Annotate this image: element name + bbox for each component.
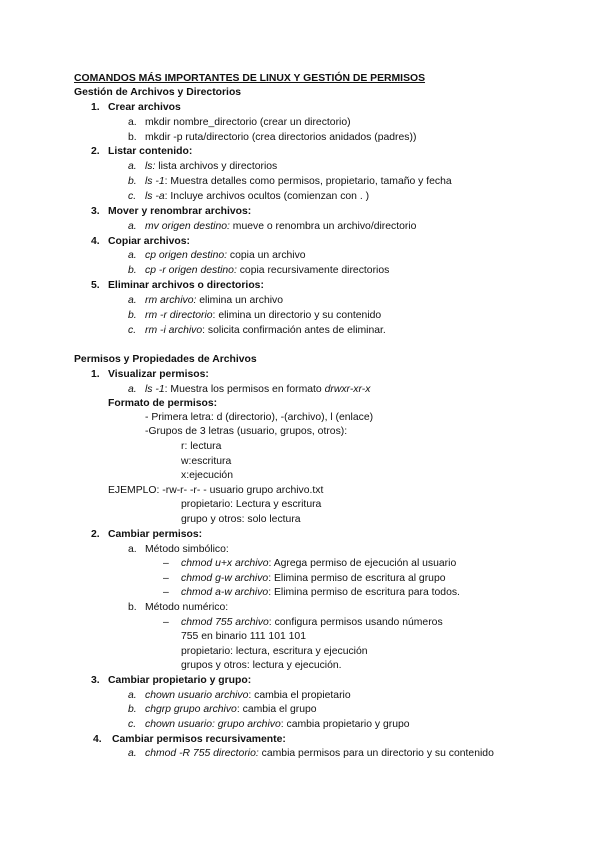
item-heading [91, 674, 252, 687]
description: elimina un archivo [199, 295, 284, 306]
description: : elimina un directorio y su contenido [212, 310, 382, 321]
bullet-dash: – [163, 573, 169, 584]
sub-text [181, 586, 460, 599]
sub-text [145, 175, 452, 188]
item-label: Cambiar permisos recursivamente: [112, 734, 286, 745]
item-label: Crear archivos [108, 102, 181, 113]
command: rm archivo: [145, 295, 197, 306]
sub-text [181, 557, 456, 570]
format-heading: Formato de permisos: [108, 398, 218, 409]
method-label: Método simbólico: [145, 544, 229, 555]
sub-letter: b. [128, 602, 137, 613]
description: copia un archivo [229, 250, 306, 261]
format-line: -Grupos de 3 letras (usuario, grupos, otros): [145, 426, 348, 437]
format-line: - Primera letra: d (directorio), -(archivo), l (enlace) [145, 412, 374, 423]
example-detail: grupo y otros: solo lectura [181, 514, 301, 525]
sub-text [145, 703, 317, 716]
example-label: EJEMPLO: [108, 485, 160, 496]
description: mueve o renombra un archivo/directorio [232, 221, 417, 232]
command: ls -a [145, 191, 165, 202]
command: chown usuario archivo [145, 690, 249, 701]
sub-text [145, 383, 370, 396]
sub-letter: c. [128, 719, 137, 730]
item-label: Copiar archivos: [108, 236, 190, 247]
command: ls -1 [145, 384, 165, 395]
command: chmod -R 755 directorio: [145, 748, 259, 759]
command: cp -r origen destino: [145, 265, 237, 276]
section-heading-archivos: Gestión de Archivos y Directorios [74, 87, 242, 98]
permission-format: drwxr-xr-x [324, 384, 371, 395]
command: rm -r directorio [145, 310, 213, 321]
item-number: 2. [91, 146, 100, 157]
item-label: Cambiar propietario y grupo: [108, 675, 252, 686]
sub-letter: b. [128, 704, 137, 715]
sub-letter: b. [128, 310, 137, 321]
description: : cambia el grupo [236, 704, 317, 715]
description: copia recursivamente directorios [239, 265, 390, 276]
item-heading [91, 205, 252, 218]
command: ls -1 [145, 176, 165, 187]
item-number: 1. [91, 102, 100, 113]
perm-letter: x:ejecución [181, 470, 233, 481]
sub-letter: c. [128, 191, 137, 202]
sub-letter: c. [128, 325, 137, 336]
bullet-dash: – [163, 587, 169, 598]
section-heading-permisos: Permisos y Propiedades de Archivos [74, 354, 257, 365]
item-label: Cambiar permisos: [108, 529, 203, 540]
item-label: Mover y renombrar archivos: [108, 206, 252, 217]
item-heading [91, 528, 203, 541]
item-number: 3. [91, 206, 100, 217]
description: : Muestra los permisos en formato [164, 384, 322, 395]
item-heading [91, 101, 181, 114]
item-label: Listar contenido: [108, 146, 193, 157]
sub-text [181, 616, 443, 629]
sub-text [181, 572, 446, 585]
sub-text [145, 220, 416, 233]
description: : Agrega permiso de ejecución al usuario [268, 558, 457, 569]
bullet-dash: – [163, 617, 169, 628]
item-number: 2. [91, 529, 100, 540]
numeric-detail: grupos y otros: lectura y ejecución. [181, 660, 342, 671]
sub-text [145, 294, 283, 307]
sub-letter: a. [128, 544, 137, 555]
command: cp origen destino: [145, 250, 228, 261]
sub-text [145, 160, 277, 173]
command: chmod g-w archivo [181, 573, 269, 584]
numeric-detail: propietario: lectura, escritura y ejecución [181, 646, 368, 657]
command: chown usuario: grupo archivo [145, 719, 281, 730]
command: mv origen destino: [145, 221, 230, 232]
sub-text [145, 324, 386, 337]
numeric-detail: 755 en binario 111 101 101 [181, 631, 306, 642]
sub-text: mkdir nombre_directorio (crear un directorio) [145, 117, 351, 128]
sub-text [145, 718, 410, 731]
sub-text [145, 249, 306, 262]
sub-text [145, 747, 494, 760]
command: chmod a-w archivo [181, 587, 269, 598]
description: : Incluye archivos ocultos (comienzan con . ) [164, 191, 370, 202]
perm-letter: w:escritura [181, 456, 232, 467]
item-number: 1. [91, 369, 100, 380]
example-line [108, 484, 323, 497]
item-number: 5. [91, 280, 100, 291]
example-detail: propietario: Lectura y escritura [181, 499, 322, 510]
sub-text [145, 689, 351, 702]
item-heading [91, 368, 209, 381]
command: rm -i archivo [145, 325, 203, 336]
sub-text [145, 190, 369, 203]
description: lista archivos y directorios [158, 161, 278, 172]
command: chmod 755 archivo [181, 617, 269, 628]
sub-letter: a. [128, 748, 137, 759]
method-label: Método numérico: [145, 602, 229, 613]
description: : solicita confirmación antes de eliminar. [202, 325, 386, 336]
sub-letter: a. [128, 690, 137, 701]
description: : configura permisos usando números [268, 617, 443, 628]
command: chmod u+x archivo [181, 558, 269, 569]
description: cambia permisos para un directorio y su contenido [261, 748, 494, 759]
description: : Elimina permiso de escritura para todos. [268, 587, 460, 598]
description: : Muestra detalles como permisos, propietario, tamaño y fecha [164, 176, 452, 187]
item-heading [91, 235, 190, 248]
bullet-dash: – [163, 558, 169, 569]
command: chgrp grupo archivo [145, 704, 237, 715]
sub-text: mkdir -p ruta/directorio (crea directorios anidados (padres)) [145, 132, 417, 143]
sub-letter: a. [128, 250, 137, 261]
sub-letter: b. [128, 132, 137, 143]
item-heading [91, 145, 193, 158]
command: ls: [145, 161, 156, 172]
sub-letter: a. [128, 384, 137, 395]
item-label: Eliminar archivos o directorios: [108, 280, 264, 291]
sub-letter: b. [128, 176, 137, 187]
item-number: 4. [93, 734, 102, 745]
sub-text [145, 264, 389, 277]
item-heading [93, 733, 286, 746]
sub-letter: a. [128, 295, 137, 306]
sub-letter: a. [128, 117, 137, 128]
example-text: -rw-r- -r- - usuario grupo archivo.txt [162, 485, 324, 496]
item-heading [91, 279, 264, 292]
sub-letter: b. [128, 265, 137, 276]
item-number: 4. [91, 236, 100, 247]
document-title: COMANDOS MÁS IMPORTANTES DE LINUX Y GESTIÓN DE PERMISOS [74, 73, 426, 84]
description: : Elimina permiso de escritura al grupo [268, 573, 446, 584]
item-label: Visualizar permisos: [108, 369, 209, 380]
sub-letter: a. [128, 161, 137, 172]
item-number: 3. [91, 675, 100, 686]
description: : cambia propietario y grupo [280, 719, 410, 730]
sub-letter: a. [128, 221, 137, 232]
description: : cambia el propietario [248, 690, 351, 701]
perm-letter: r: lectura [181, 441, 222, 452]
sub-text [145, 309, 381, 322]
